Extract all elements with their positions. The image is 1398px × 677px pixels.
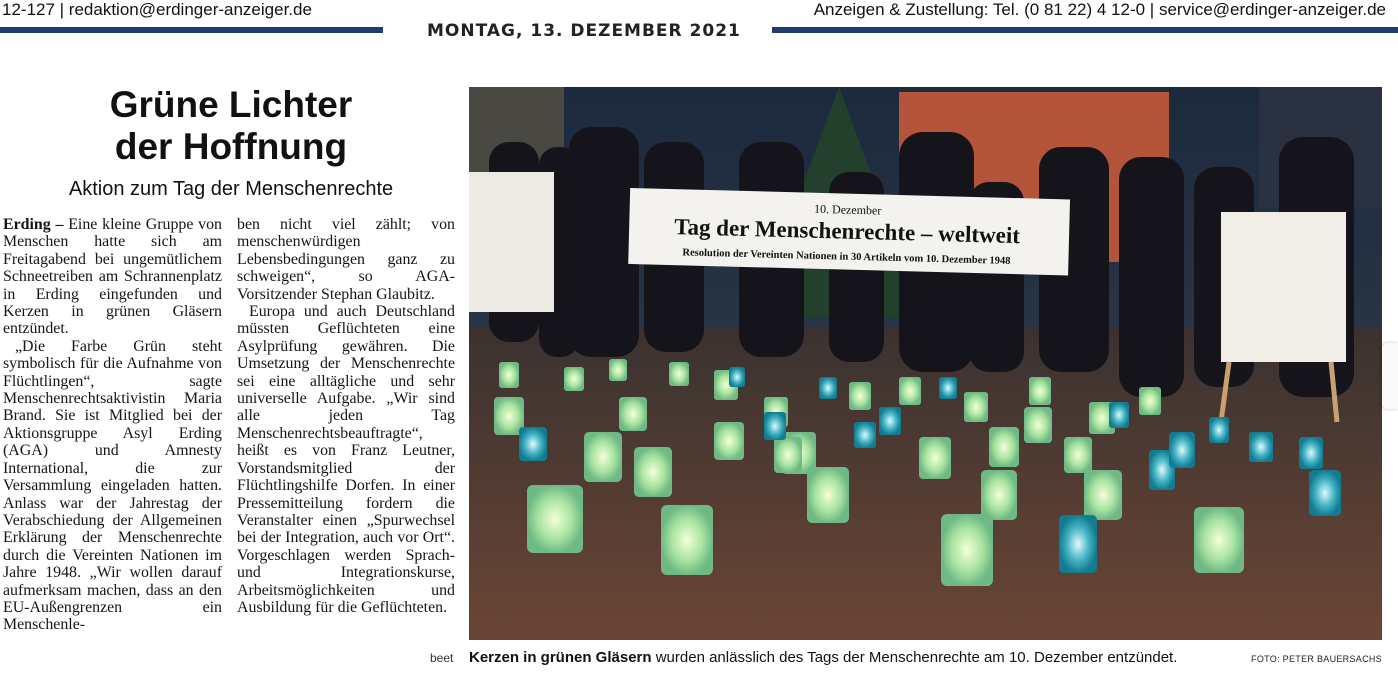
paragraph: „Die Farbe Grün steht symbolisch für die Aufnahme von Flüchtlingen“, sagte Menschenrechtsaktivistin Maria Brand. Sie ist Mitglied bei der Aktionsgruppe Asyl Erding (AGA) und Amnesty International, die zur Versammlung eingeladen hatten. Anlass war der Jahrestag der Verabschiedung der Allgemeinen Erklärung der Menschenrechte durch die Vereinten Nationen im Jahre 1948. „Wir wollen darauf aufmerksam machen, dass an den EU-Außengrenzen ein Menschenle- bbox=[3, 337, 222, 634]
banner bbox=[628, 188, 1070, 275]
headline-line-1: Grüne Lichter bbox=[109, 84, 353, 125]
side-tab-handle[interactable] bbox=[1382, 343, 1398, 409]
caption-bold: Kerzen in grünen Gläsern bbox=[469, 649, 652, 666]
banner-subtitle: Resolution der Vereinten Nationen in 30 Artikeln vom 10. Dezember 1948 bbox=[682, 247, 1011, 267]
header-contact-right: Anzeigen & Zustellung: Tel. (0 81 22) 4 12-0 | service@erdinger-anzeiger.de bbox=[813, 0, 1386, 19]
article-photo bbox=[469, 87, 1382, 640]
dateline: Erding – bbox=[3, 216, 64, 233]
caption-text: wurden anlässlich des Tags der Menschenrechte am 10. Dezember entzündet. bbox=[651, 649, 1178, 666]
photo-credit: FOTO: PETER BAUERSACHS bbox=[1251, 654, 1382, 664]
paragraph: ben nicht viel zählt; von menschenwürdigen Lebensbedingungen ganz zu schweigen“, so AGA-Vorsitzender Stephan Glaubitz. bbox=[237, 216, 455, 303]
banner-date: 10. Dezember bbox=[813, 201, 882, 218]
header-rule-left bbox=[0, 27, 383, 33]
paragraph-text: Eine kleine Gruppe von Menschen hatte sich am Freitagabend bei ungemütlichem Schneetreiben am Schrannenplatz in Erding eingefunden und Kerzen in grünen Gläsern entzündet. bbox=[3, 216, 223, 338]
paragraph: Europa und auch Deutschland müssten Geflüchteten eine Asylprüfung gewähren. Die Umsetzung der Menschenrechte sei eine alltägliche und sehr universelle Aufgabe. „Wir sind alle jeden Tag Menschenrechtsbeauftragte“, heißt es von Franz Leutner, Vorstandsmitglied der Flüchtlingshilfe Dorfen. In einer Pressemitteilung fordern die Veranstalter einen „Spurwechsel bei der Integration, auch vor Ort“. Vorgeschlagen werden Sprach- und Integrationskurse, Arbeitsmöglichkeiten und Ausbildung für die Geflüchteten. bbox=[237, 303, 455, 616]
poster-right bbox=[1221, 212, 1346, 362]
article-column-2 bbox=[237, 216, 455, 616]
poster-left bbox=[469, 172, 554, 312]
article-column-1 bbox=[3, 216, 222, 634]
banner-title: Tag der Menschenrechte – weltweit bbox=[673, 214, 1021, 249]
issue-date: MONTAG, 13. DEZEMBER 2021 bbox=[427, 21, 741, 41]
paragraph bbox=[3, 216, 222, 338]
header-rule-right bbox=[772, 27, 1398, 33]
headline bbox=[0, 84, 462, 168]
header-contact-left: 12-127 | redaktion@erdinger-anzeiger.de bbox=[2, 0, 312, 19]
headline-line-2: der Hoffnung bbox=[114, 126, 348, 167]
subheadline: Aktion zum Tag der Menschenrechte bbox=[68, 178, 394, 200]
photo-caption bbox=[469, 649, 1177, 666]
author-initials: beet bbox=[430, 651, 454, 665]
